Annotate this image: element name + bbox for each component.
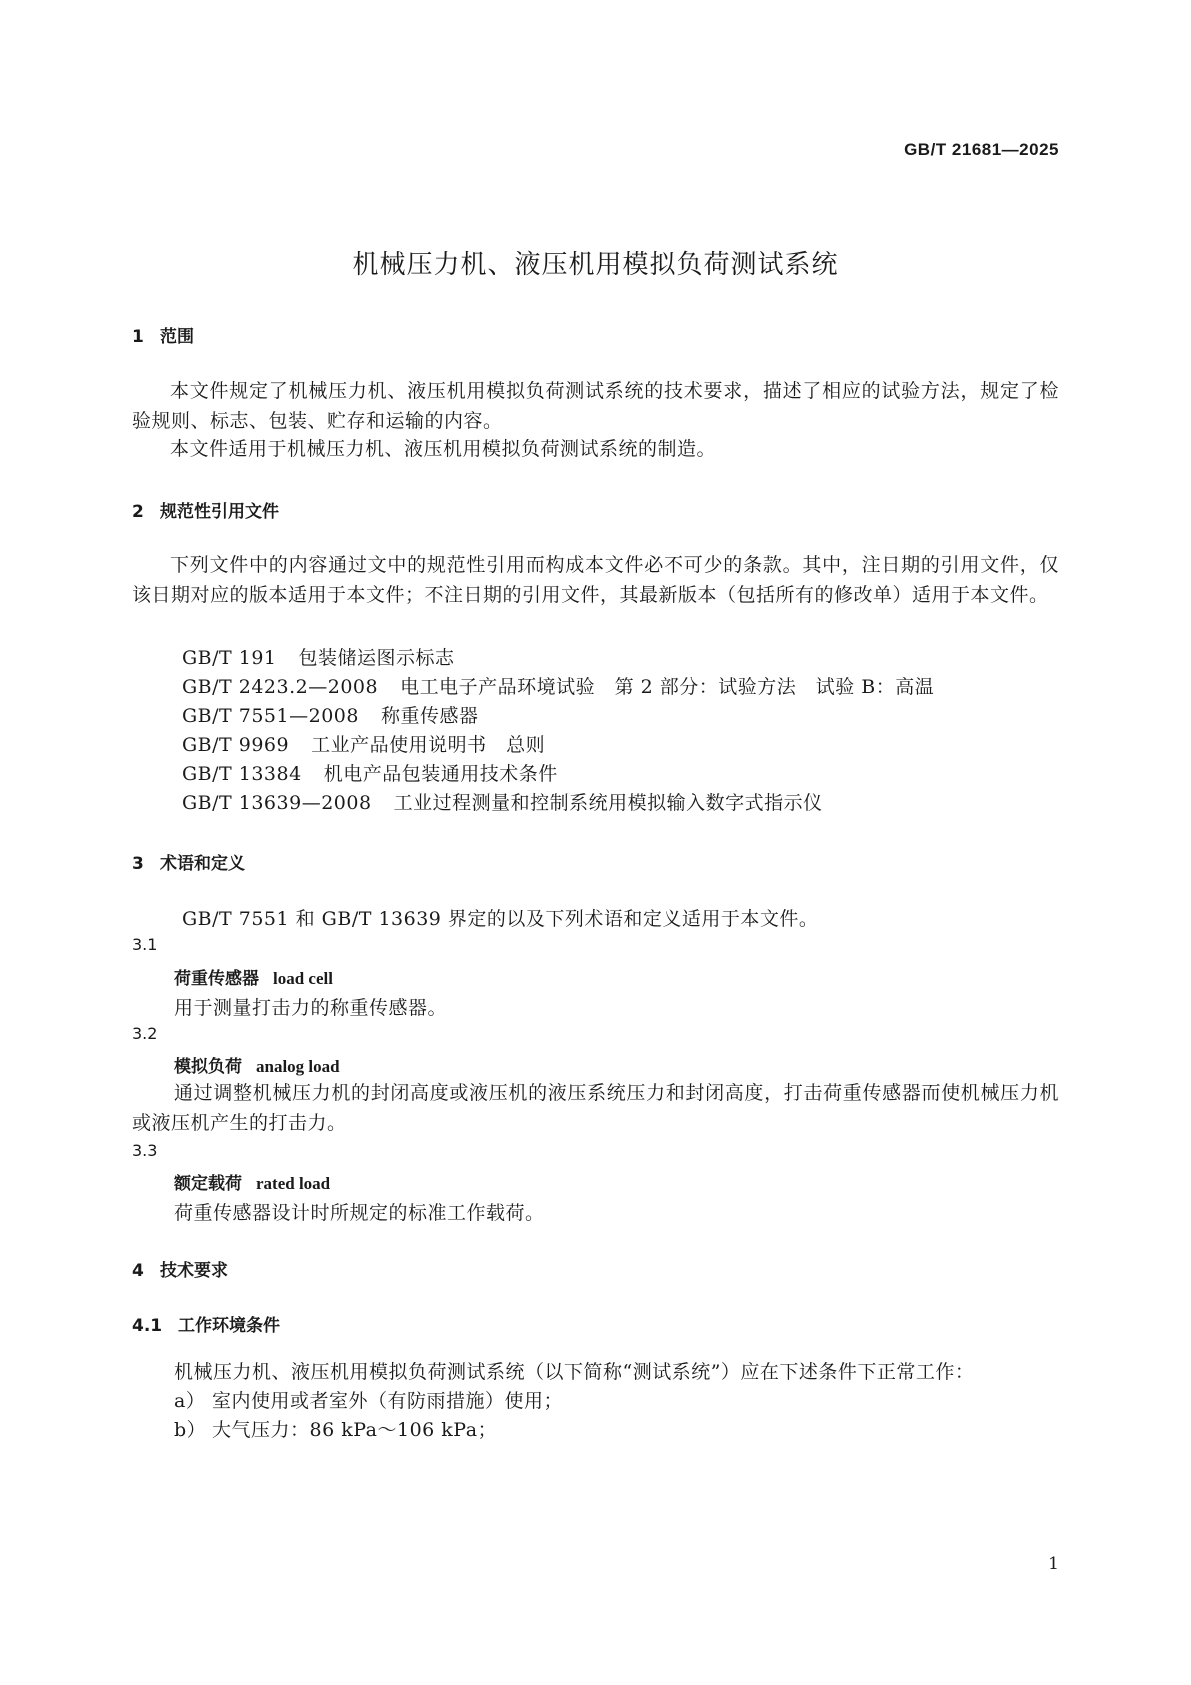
term-number: 3.2 [132,1024,158,1043]
paragraph: GB/T 7551 和 GB/T 13639 界定的以及下列术语和定义适用于本文件。 [182,908,819,930]
list-label: b） [174,1419,207,1441]
term-definition: 荷重传感器设计时所规定的标准工作载荷。 [174,1202,545,1224]
reference-code: GB/T 9969 [182,734,290,756]
reference-code: GB/T 2423.2—2008 [182,676,379,698]
list-item [174,1386,563,1413]
term-definition: 通过调整机械压力机的封闭高度或液压机的液压系统压力和封闭高度，打击荷重传感器而使机械压力机或液压机产生的打击力。 [132,1082,1059,1134]
section-number: 1 [132,327,144,347]
section-number: 3 [132,854,144,874]
reference-title: 工业产品使用说明书 总则 [311,734,546,756]
subsection-title: 工作环境条件 [178,1316,280,1336]
standard-code: GB/T 21681—2025 [904,140,1059,159]
section-1-heading [132,322,194,347]
term-heading [174,964,333,989]
list-text: 大气压力：86 kPa～106 kPa； [212,1419,498,1441]
section-title: 术语和定义 [160,854,245,874]
reference-item [182,759,558,786]
term-number: 3.3 [132,1141,158,1160]
subsection-4-1-heading [132,1311,280,1336]
page-number: 1 [1048,1554,1059,1574]
term-en: load cell [273,969,333,988]
reference-item [182,643,455,670]
reference-item [182,788,823,815]
section-title: 规范性引用文件 [160,502,279,522]
list-label: a） [174,1390,206,1412]
paragraph: 机械压力机、液压机用模拟负荷测试系统（以下简称“测试系统”）应在下述条件下正常工作： [174,1361,975,1383]
term-definition: 用于测量打击力的称重传感器。 [174,997,448,1019]
reference-item [182,672,934,699]
reference-title: 包装储运图示标志 [298,647,455,669]
reference-item [182,701,478,728]
subsection-number: 4.1 [132,1316,163,1336]
document-title: 机械压力机、液压机用模拟负荷测试系统 [352,250,839,280]
section-title: 技术要求 [160,1261,228,1281]
reference-title: 工业过程测量和控制系统用模拟输入数字式指示仪 [393,792,823,814]
term-en: analog load [256,1057,340,1076]
section-2-heading [132,497,279,522]
section-4-heading [132,1256,228,1281]
section-title: 范围 [160,327,194,347]
term-heading [174,1052,340,1077]
list-text: 室内使用或者室外（有防雨措施）使用； [212,1390,564,1412]
section-3-heading [132,849,245,874]
section-number: 4 [132,1261,144,1281]
term-number: 3.1 [132,935,158,954]
term-zh: 模拟负荷 [174,1057,242,1077]
reference-code: GB/T 7551—2008 [182,705,359,727]
term-zh: 额定载荷 [174,1174,242,1194]
term-zh: 荷重传感器 [174,969,259,989]
reference-title: 称重传感器 [380,705,479,727]
paragraph: 本文件适用于机械压力机、液压机用模拟负荷测试系统的制造。 [170,438,717,460]
paragraph: 本文件规定了机械压力机、液压机用模拟负荷测试系统的技术要求，描述了相应的试验方法，规定了检验规则、标志、包装、贮存和运输的内容。 [132,380,1059,432]
term-en: rated load [256,1174,331,1193]
reference-title: 电工电子产品环境试验 第 2 部分：试验方法 试验 B：高温 [400,676,935,698]
reference-code: GB/T 191 [182,647,277,669]
reference-code: GB/T 13384 [182,763,302,785]
section-number: 2 [132,502,144,522]
reference-title: 机电产品包装通用技术条件 [323,763,558,785]
list-item [174,1415,497,1442]
reference-item [182,730,545,757]
paragraph: 下列文件中的内容通过文中的规范性引用而构成本文件必不可少的条款。其中，注日期的引用文件，仅该日期对应的版本适用于本文件；不注日期的引用文件，其最新版本（包括所有的修改单）适用于本文件。 [132,554,1059,606]
term-heading [174,1169,330,1194]
reference-code: GB/T 13639—2008 [182,792,372,814]
